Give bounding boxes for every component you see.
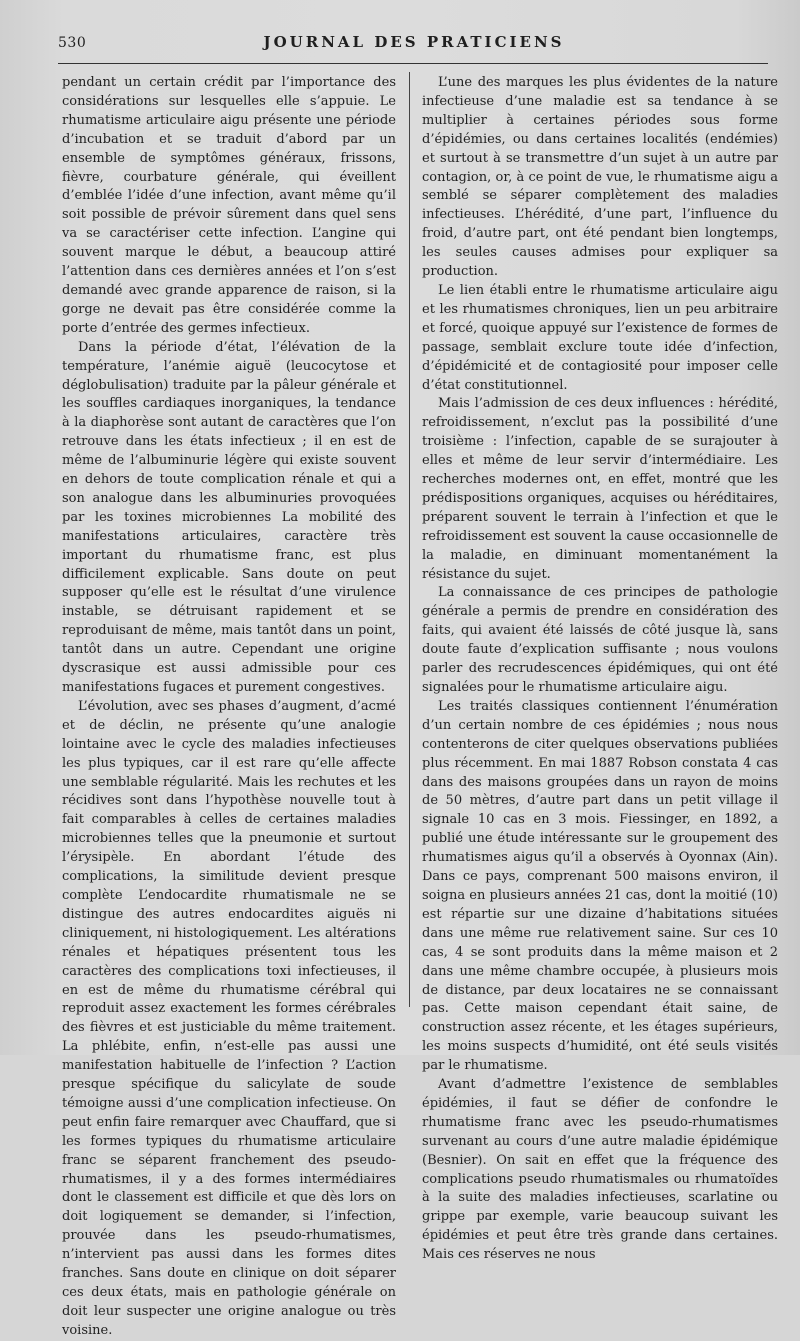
- paragraph: La connaissance de ces principes de pathologie générale a permis de prendre en considération des faits, qui avaient été laissés de côté jusque là, sans doute faute d’explication suffisante ; nous voulons parler des recrudescences épidémiques, qui ont été signalées pour le rhumatisme articulaire aigu.: [422, 585, 778, 695]
- paragraph: Les traités classiques contiennent l’énumération d’un certain nombre de ces épidémies ; nous nous contenterons de citer quelques observations publiées plus récemment. En mai 1887 Robson constata 4 cas dans des maisons groupées dans un rayon de moins de 50 mètres, d’autre part dans un petit village il signale 10 cas en 3 mois. Fiessinger, en 1892, a publié une étude intéressante sur le groupement des rhumatismes aigus qu’il a observés à Oyonnax (Ain). Dans ce pays, comprenant 500 maisons environ, il soigna en plusieurs années 21 cas, dont la moitié (10) est répartie sur une dizaine d’habitations situées dans une même rue relativement saine. Sur ces 10 cas, 4 se sont produits dans la même maison et 2 dans une même chambre occupée, à plusieurs mois de distance, par deux locataires ne se connaissant pas. Cette maison cependant était saine, de construction assez récente, et les étages supérieurs, les moins suspects d’humidité, ont été seuls visités par le rhumatisme.: [422, 698, 778, 1074]
- paragraph: Mais l’admission de ces deux influences : hérédité, refroidissement, n’exclut pas la possibilité d’une troisième : l’infection, capable de se surajouter à elles et même de leur servir d’intermédiaire. Les recherches modernes ont, en effet, montré que les prédispositions organiques, acquises ou héréditaires, préparent souvent le terrain à l’infection et que le refroidissement est souvent la cause occasionnelle de la maladie, en diminuant momentanément la résistance du sujet.: [422, 396, 778, 582]
- paragraph: L’évolution, avec ses phases d’augment, d’acmé et de déclin, ne présente qu’une analogie lointaine avec le cycle des maladies infectieuses les plus typiques, car il est rare qu’elle affecte une semblable régularité. Mais les rechutes et les récidives sont dans l’hypothèse nouvelle tout à fait comparables à celles de certaines maladies microbiennes telles que la pneumonie et surtout l’érysipèle. En abordant l’étude des complications, la similitude devient presque complète L’endocardite rhumatismale ne se distingue des autres endocardites aiguës ni cliniquement, ni histologiquement. Les altérations rénales et hépatiques présentent tous les caractères des complications toxi infectieuses, il en est de même du rhumatisme cérébral qui reproduit assez exactement les formes cérébrales des fièvres et est justiciable du même traitement. La phlébite, enfin, n’est-elle pas aussi une manifestation habituelle de l’infection ? L’action presque spécifique du salicylate de soude témoigne aussi d’une complication infectieuse. On peut enfin faire remarquer avec Chauffard, que si les formes typiques du rhumatisme articulaire franc se séparent franchement des pseudo-rhumatismes, il y a des formes intermédiaires dont le classement est difficile et que dès lors on doit logiquement se demander, si l’infection, prouvée dans les pseudo-rhumatismes, n’intervient pas aussi dans les formes dites franches. Sans doute en clinique on doit séparer ces deux états, mais en pathologie générale on doit leur suspecter une origine analogue ou très voisine.: [62, 698, 396, 1338]
- page-number: 530: [58, 35, 87, 51]
- paragraph: Le lien établi entre le rhumatisme articulaire aigu et les rhumatismes chroniques, lien un peu arbitraire et forcé, quoique appuyé sur l’existence de formes de passage, semblait exclure toute idée d’infection, d’épidémicité et de contagiosité pour imposer celle d’état constitutionnel.: [422, 282, 778, 393]
- paragraph: L’une des marques les plus évidentes de la nature infectieuse d’une maladie est sa tendance à se multiplier à certaines périodes sous forme d’épidémies, ou dans certaines localités (endémies) et surtout à se transmettre d’un sujet à un autre par contagion, or, à ce point de vue, le rhumatisme aigu a semblé se séparer complètement des maladies infectieuses. L’hérédité, d’une part, l’influence du froid, d’autre part, ont été pendant bien longtemps, les seules causes admises pour expliquer sa production.: [422, 75, 778, 280]
- paragraph: pendant un certain crédit par l’importance des considérations sur lesquelles elle s’appuie. Le rhumatisme articulaire aigu présente une période d’incubation et se traduit d’abord par un ensemble de symptômes généraux, frissons, fièvre, courbature générale, qui éveillent d’emblée l’idée d’une infection, avant même qu’il soit possible de prévoir sûrement dans quel sens va se caractériser cette infection. L’angine qui souvent marque le début, a beaucoup attiré l’attention dans ces dernières années et l’on s’est demandé avec grande apparence de raison, si la gorge ne devait pas être considérée comme la porte d’entrée des germes infectieux.: [62, 75, 396, 336]
- journal-title: JOURNAL DES PRATICIENS: [263, 33, 565, 51]
- header-rule: [58, 63, 768, 64]
- paragraph: Avant d’admettre l’existence de semblables épidémies, il faut se défier de confondre le rhumatisme franc avec les pseudo-rhumatismes survenant au cours d’une autre maladie épidémique (Besnier). On sait en effet que la fréquence des complications pseudo rhumatismales ou rhumatoïdes à la suite des maladies infectieuses, scarlatine ou grippe par exemple, varie beaucoup suivant les épidémies et peut être très grande dans certaines. Mais ces réserves ne nous: [422, 1077, 778, 1263]
- right-column: [422, 74, 778, 1265]
- left-column: [62, 74, 396, 1341]
- column-divider: [409, 72, 410, 1007]
- page-header: [58, 33, 770, 57]
- paragraph: Dans la période d’état, l’élévation de la température, l’anémie aiguë (leucocytose et déglobulisation) traduite par la pâleur générale et les souffles cardiaques inorganiques, la tendance à la diaphorèse sont autant de caractères que l’on retrouve dans les états infectieux ; il en est de même de l’albuminurie légère qui existe souvent en dehors de toute complication rénale et qui a son analogue dans les albuminuries provoquées par les toxines microbiennes La mobilité des manifestations articulaires, caractère très important du rhumatisme franc, est plus difficilement explicable. Sans doute on peut supposer qu’elle est le résultat d’une virulence instable, se détruisant rapidement et se reproduisant de même, mais tantôt dans un point, tantôt dans un autre. Cependant une origine dyscrasique est aussi admissible pour ces manifestations fugaces et purement congestives.: [62, 339, 396, 695]
